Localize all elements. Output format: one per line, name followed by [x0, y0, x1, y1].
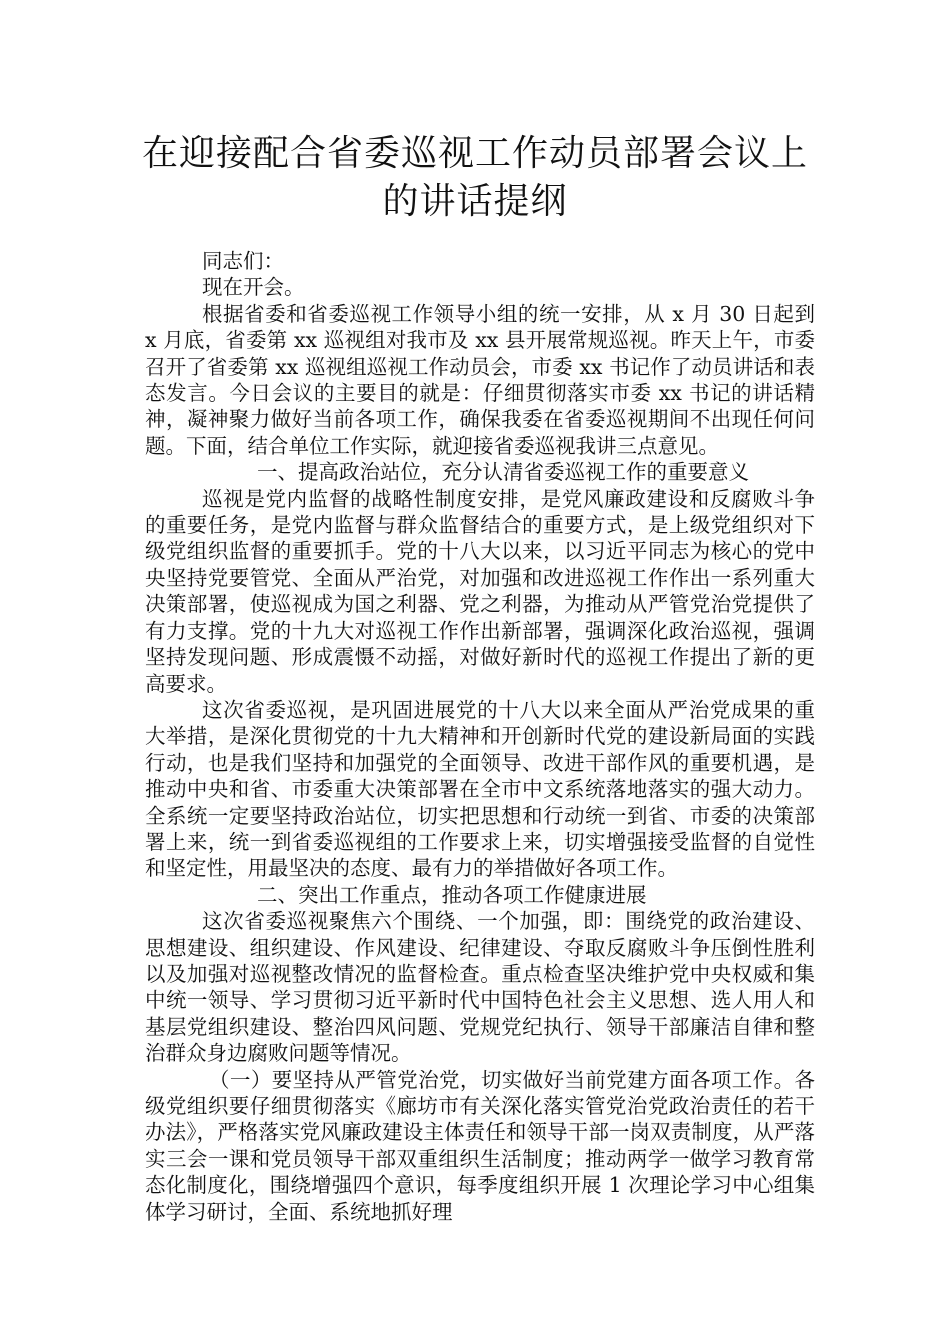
- salutation: 同志们：: [202, 249, 284, 273]
- document-title-line-2: 的讲话提纲: [382, 181, 568, 222]
- section-heading-2: 二、突出工作重点，推动各项工作健康进展: [257, 882, 647, 907]
- document-title-line-1: 在迎接配合省委巡视工作动员部署会议上: [141, 133, 808, 174]
- body-paragraph: 这次省委巡视，是巩固进展党的十八大以来全面从严治党成果的重大举措，是深化贯彻党的十九大精神和开创新时代党的建设新局面的实践行动，也是我们坚持和加强党的全面领导、改进干部作风的重要机遇，是推动中央和省、市委重大决策部署在全市中文系统落地落实的强大动力。全系统一定要坚持政治站位，切实把思想和行动统一到省、市委的决策部署上来，统一到省委巡视组的工作要求上来，切实增强接受监督的自觉性和坚定性，用最坚决的态度、最有力的举措做好各项工作。: [145, 697, 815, 881]
- body-paragraph: 巡视是党内监督的战略性制度安排，是党风廉政建设和反腐败斗争的重要任务，是党内监督与群众监督结合的重要方式，是上级党组织对下级党组织监督的重要抓手。党的十八大以来，以习近平同志为核心的党中央坚持党要管党、全面从严治党，对加强和改进巡视工作作出一系列重大决策部署，使巡视成为国之利器、党之利器，为推动从严管党治党提供了有力支撑。党的十九大对巡视工作作出新部署，强调深化政治巡视，强调坚持发现问题、形成震慑不动摇，对做好新时代的巡视工作提出了新的更高要求。: [145, 486, 815, 696]
- sub-item-paragraph: （一）要坚持从严管党治党，切实做好当前党建方面各项工作。各级党组织要仔细贯彻落实《廊坊市有关深化落实管党治党政治责任的若干办法》，严格落实党风廉政建设主体责任和领导干部一岗双责制度，从严落实三会一课和党员领导干部双重组织生活制度；推动两学一做学习教育常态化制度化，围绕增强四个意识，每季度组织开展 1 次理论学习中心组集体学习研讨，全面、系统地抓好理: [145, 1067, 815, 1224]
- section-heading-1: 一、提高政治站位，充分认清省委巡视工作的重要意义: [257, 460, 749, 485]
- document-body: [145, 248, 815, 1225]
- opening-line: 现在开会。: [202, 275, 305, 300]
- intro-paragraph: 根据省委和省委巡视工作领导小组的统一安排，从 x 月 30 日起到 x 月底，省委第 xx 巡视组对我市及 xx 县开展常规巡视。昨天上午，市委召开了省委第 xx 巡视组巡视工作动员会，市委 xx 书记作了动员讲话和表态发言。今日会议的主要目的就是：仔细贯彻落实市委 xx 书记的讲话精神，凝神聚力做好当前各项工作，确保我委在省委巡视期间不出现任何问题。下面，结合单位工作实际，就迎接省委巡视我讲三点意见。: [145, 301, 815, 458]
- body-paragraph: 这次省委巡视聚焦六个围绕、一个加强，即：围绕党的政治建设、思想建设、组织建设、作风建设、纪律建设、夺取反腐败斗争压倒性胜利以及加强对巡视整改情况的监督检查。重点检查坚决维护党中央权威和集中统一领导、学习贯彻习近平新时代中国特色社会主义思想、选人用人和基层党组织建设、整治四风问题、党规党纪执行、领导干部廉洁自律和整治群众身边腐败问题等情况。: [145, 909, 815, 1066]
